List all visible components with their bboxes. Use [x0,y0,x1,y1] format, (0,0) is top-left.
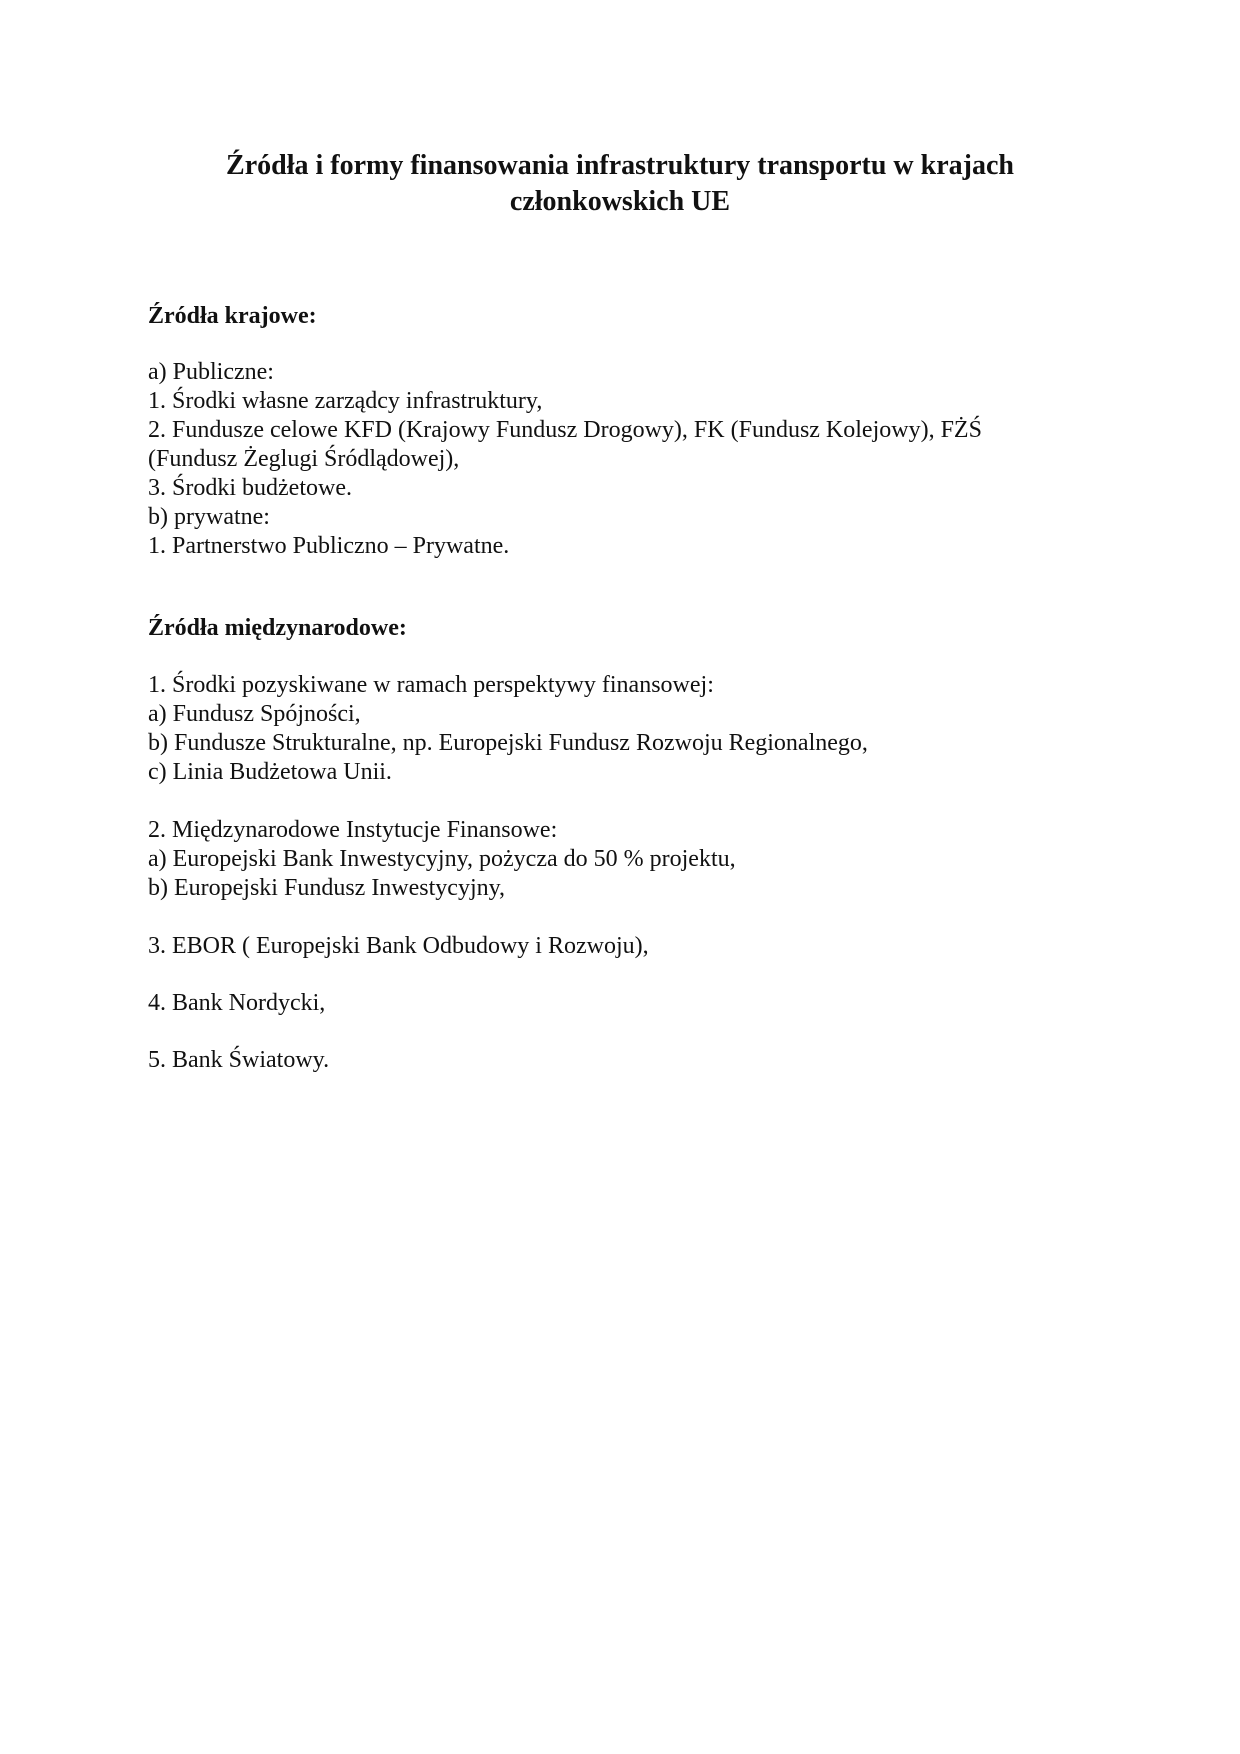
world-bank-item: 5. Bank Światowy. [148,1047,330,1073]
ebor-item: 3. EBOR ( Europejski Bank Odbudowy i Rozwoju), [148,933,649,959]
international-sources-heading: Źródła międzynarodowe: [148,615,407,641]
domestic-line: (Fundusz Żeglugi Śródlądowej), [148,446,460,472]
domestic-line: 2. Fundusze celowe KFD (Krajowy Fundusz Drogowy), FK (Fundusz Kolejowy), FŻŚ [148,417,982,443]
perspective-funds-list [148,671,1128,787]
international-line: a) Fundusz Spójności, [148,701,361,727]
domestic-line: a) Publiczne: [148,359,274,385]
international-line: b) Europejski Fundusz Inwestycyjny, [148,875,506,901]
title-line-2: członkowskich UE [509,186,731,217]
domestic-line: 3. Środki budżetowe. [148,475,352,501]
international-line: 2. Międzynarodowe Instytucje Finansowe: [148,817,558,843]
domestic-line: b) prywatne: [148,504,270,530]
international-line: c) Linia Budżetowa Unii. [148,759,392,785]
domestic-line: 1. Środki własne zarządcy infrastruktury, [148,388,543,414]
international-line: a) Europejski Bank Inwestycyjny, pożycza do 50 % projektu, [148,846,736,872]
domestic-sources-heading: Źródła krajowe: [148,303,317,329]
financial-institutions-list [148,816,1128,903]
title-line-1: Źródła i formy finansowania infrastruktury transportu w krajach [226,150,1014,181]
document-title [150,148,1090,220]
domestic-line: 1. Partnerstwo Publiczno – Prywatne. [148,533,510,559]
international-line: b) Fundusze Strukturalne, np. Europejski Fundusz Rozwoju Regionalnego, [148,730,868,756]
domestic-sources-list [148,358,1128,561]
international-line: 1. Środki pozyskiwane w ramach perspektywy finansowej: [148,672,714,698]
nordic-bank-item: 4. Bank Nordycki, [148,990,326,1016]
